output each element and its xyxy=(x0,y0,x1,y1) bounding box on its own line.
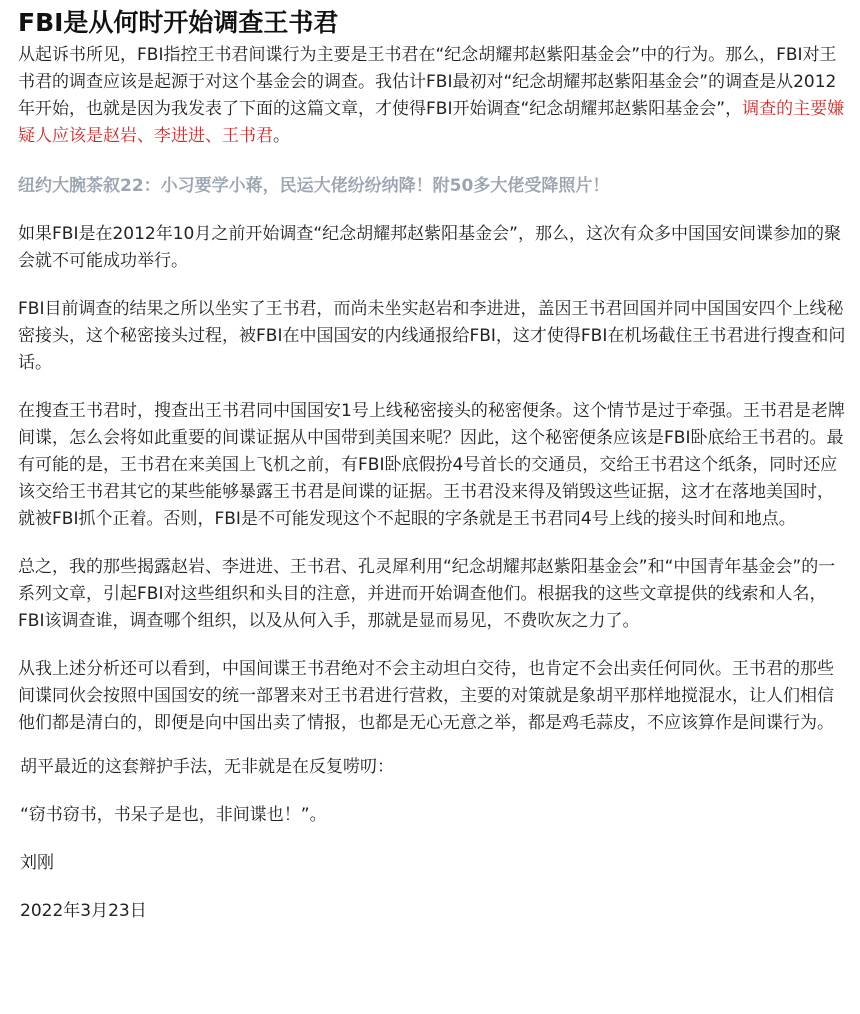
closing-line: 胡平最近的这套辩护手法，无非就是在反复唠叨： xyxy=(20,757,394,777)
body-paragraph-1: 如果FBI是在2012年10月之前开始调查“纪念胡耀邦赵紫阳基金会”，那么，这次有众多中国国安间谍参加的聚会就不可能成功举行。 xyxy=(18,224,841,271)
related-article-link[interactable]: 纽约大腕茶叙22：小习要学小蒋，民运大佬纷纷纳降！附50多大佬受降照片！ xyxy=(18,176,610,196)
author-name: 刘刚 xyxy=(20,853,54,873)
quote-line: “窃书窃书，书呆子是也，非间谍也！”。 xyxy=(20,805,327,825)
body-paragraph-4: 总之，我的那些揭露赵岩、李进进、王书君、孔灵犀利用“纪念胡耀邦赵紫阳基金会”和“中国青年基金会”的一系列文章，引起FBI对这些组织和头目的注意，并进而开始调查他们。根据我的这些文章提供的线索和人名，FBI该调查谁，调查哪个组织，以及从何入手，那就是显而易见，不费吹灰之力了。 xyxy=(18,557,836,631)
body-paragraph-2: FBI目前调查的结果之所以坐实了王书君，而尚未坐实赵岩和李进进，盖因王书君回国并同中国国安四个上线秘密接头，这个秘密接头过程，被FBI在中国国安的内线通报给FBI，这才使得FBI在机场截住王书君进行搜查和问话。 xyxy=(18,299,846,373)
article-title: FBI是从何时开始调查王书君 xyxy=(18,8,339,37)
intro-end: 。 xyxy=(273,126,290,146)
publish-date: 2022年3月23日 xyxy=(20,901,147,921)
body-paragraph-3: 在搜查王书君时，搜查出王书君同中国国安1号上线秘密接头的秘密便条。这个情节是过于牵强。王书君是老牌间谍，怎么会将如此重要的间谍证据从中国带到美国来呢？因此，这个秘密便条应该是FBI卧底给王书君的。最有可能的是，王书君在来美国上飞机之前，有FBI卧底假扮4号首长的交通员，交给王书君这个纸条，同时还应该交给王书君其它的某些能够暴露王书君是间谍的证据。王书君没来得及销毁这些证据，这才在落地美国时，就被FBI抓个正着。否则，FBI是不可能发现这个不起眼的字条就是王书君同4号上线的接头时间和地点。 xyxy=(18,401,845,529)
highlighted-suspects-text: 调查的主要嫌疑人应该是赵岩、李进进、王书君 xyxy=(18,99,845,146)
body-paragraph-5: 从我上述分析还可以看到，中国间谍王书君绝对不会主动坦白交待，也肯定不会出卖任何同伙。王书君的那些间谍同伙会按照中国国安的统一部署来对王书君进行营救，主要的对策就是象胡平那样地搅混水，让人们相信他们都是清白的，即便是向中国出卖了情报，也都是无心无意之举，都是鸡毛蒜皮，不应该算作是间谍行为。 xyxy=(18,659,834,733)
intro-text: 从起诉书所见，FBI指控王书君间谍行为主要是王书君在“纪念胡耀邦赵紫阳基金会”中的行为。那么，FBI对王书君的调查应该是起源于对这个基金会的调查。我估计FBI最初对“纪念胡耀邦赵紫阳基金会”的调查是从2012年开始，也就是因为我发表了下面的这篇文章，才使得FBI开始调查“纪念胡耀邦赵紫阳基金会”， xyxy=(18,45,837,119)
intro-paragraph xyxy=(18,42,846,150)
